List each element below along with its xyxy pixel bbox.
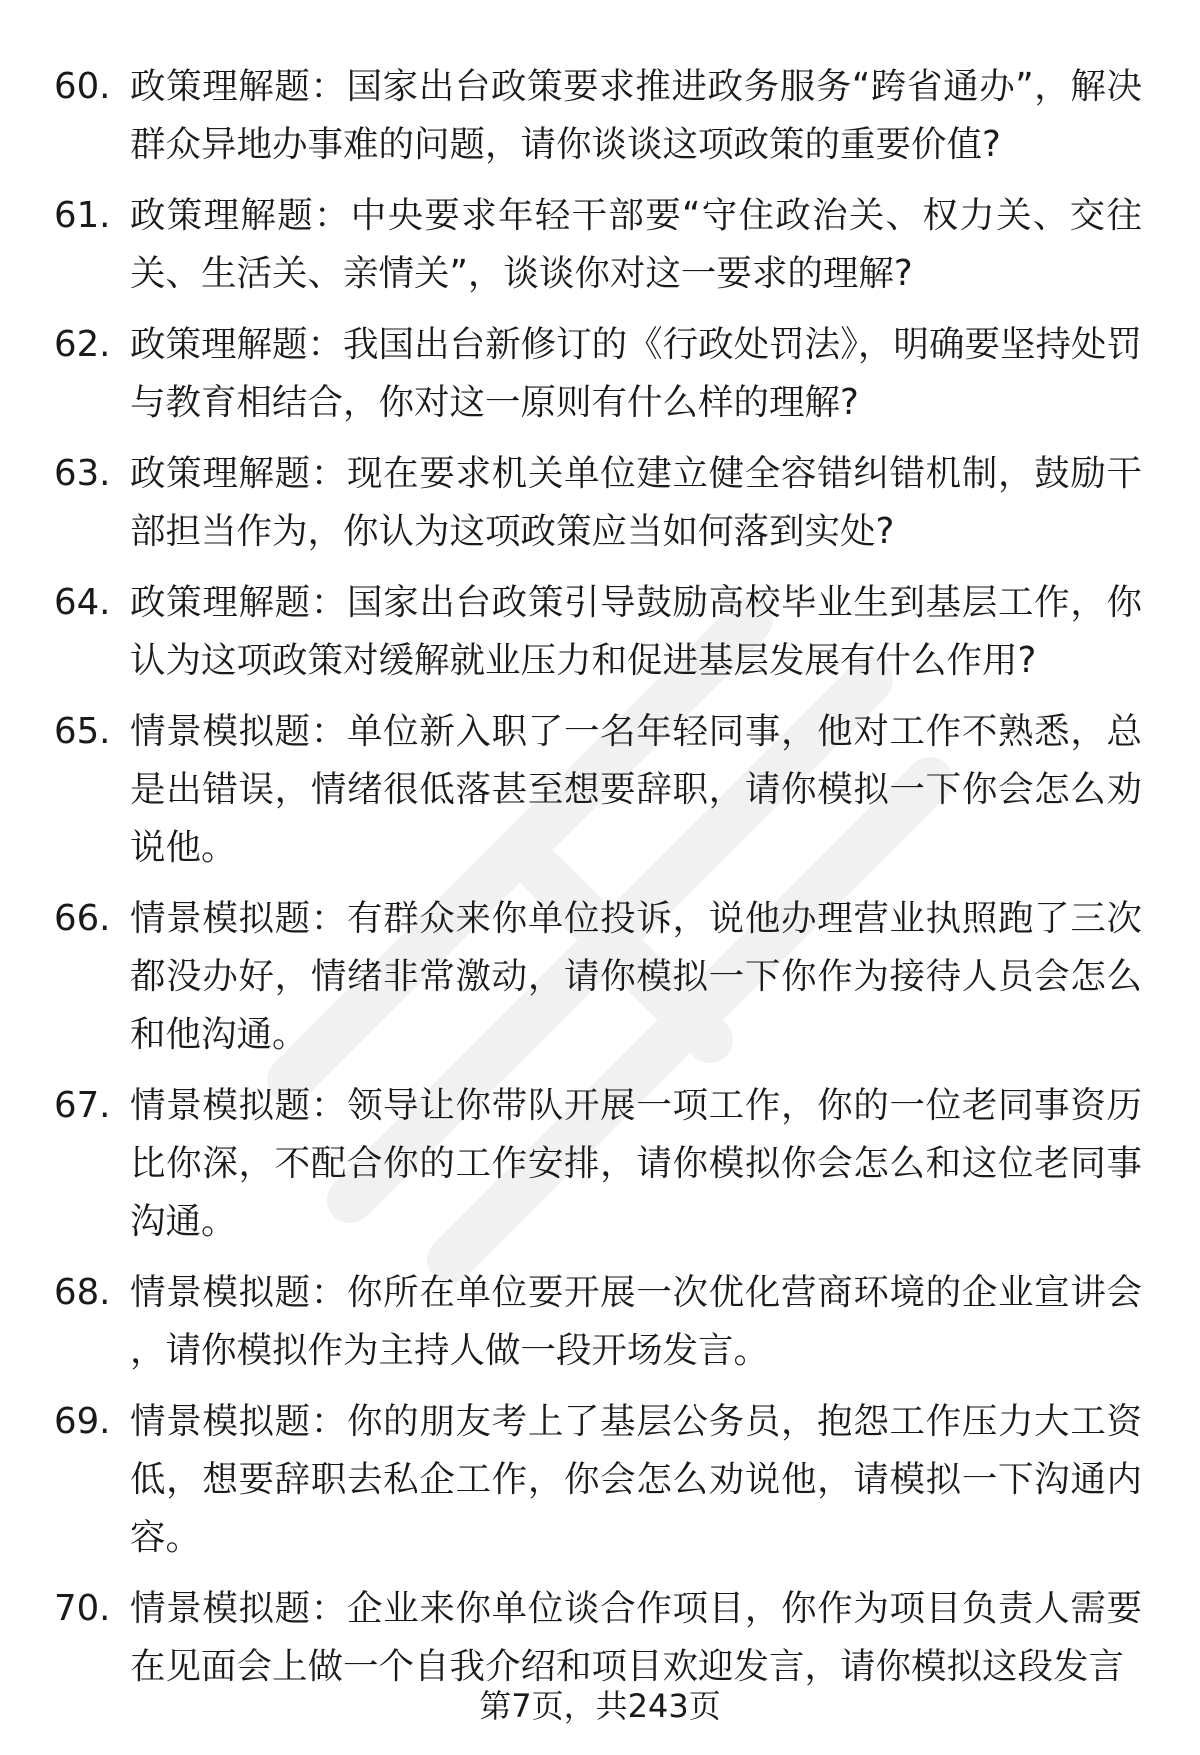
question-item [54,1393,1154,1567]
question-item [54,1580,1154,1696]
question-text: 政策理解题：中央要求年轻干部要“守住政治关、权力关、交往关、生活关、亲情关”，谈谈你对这一要求的理解? [130,195,1142,294]
question-item [54,58,1154,174]
question-item [54,703,1154,877]
question-item [54,890,1154,1064]
question-number: 68. [54,1272,111,1313]
question-text: 情景模拟题：你所在单位要开展一次优化营商环境的企业宣讲会，请你模拟作为主持人做一段开场发言。 [130,1272,1142,1371]
question-item [54,574,1154,690]
question-number: 67. [54,1085,111,1126]
question-item [54,445,1154,561]
question-number: 69. [54,1401,111,1442]
question-text: 政策理解题：国家出台政策要求推进政务服务“跨省通办”，解决群众异地办事难的问题，请你谈谈这项政策的重要价值? [130,66,1142,165]
question-item [54,316,1154,432]
question-text: 情景模拟题：领导让你带队开展一项工作，你的一位老同事资历比你深，不配合你的工作安排，请你模拟你会怎么和这位老同事沟通。 [130,1085,1142,1242]
question-number: 70. [54,1588,111,1629]
question-number: 65. [54,711,111,752]
question-number: 64. [54,582,111,623]
question-number: 63. [54,453,111,494]
question-text: 情景模拟题：有群众来你单位投诉，说他办理营业执照跑了三次都没办好，情绪非常激动，请你模拟一下你作为接待人员会怎么和他沟通。 [130,898,1142,1055]
question-text: 情景模拟题：企业来你单位谈合作项目，你作为项目负责人需要在见面会上做一个自我介绍和项目欢迎发言，请你模拟这段发言 [130,1588,1142,1687]
question-number: 62. [54,324,111,365]
question-number: 60. [54,66,111,107]
question-text: 情景模拟题：单位新入职了一名年轻同事，他对工作不熟悉，总是出错误，情绪很低落甚至想要辞职，请你模拟一下你会怎么劝说他。 [130,711,1142,868]
question-text: 政策理解题：国家出台政策引导鼓励高校毕业生到基层工作，你认为这项政策对缓解就业压力和促进基层发展有什么作用? [130,582,1142,681]
question-item [54,187,1154,303]
question-item [54,1077,1154,1251]
question-item [54,1264,1154,1380]
question-text: 政策理解题：我国出台新修订的《行政处罚法》，明确要坚持处罚与教育相结合，你对这一原则有什么样的理解? [130,324,1142,423]
question-number: 61. [54,195,111,236]
question-list [54,58,1154,1696]
page-number-footer: 第7页，共243页 [479,1687,721,1725]
question-text: 政策理解题：现在要求机关单位建立健全容错纠错机制，鼓励干部担当作为，你认为这项政策应当如何落到实处? [130,453,1142,552]
question-text: 情景模拟题：你的朋友考上了基层公务员，抱怨工作压力大工资低，想要辞职去私企工作，你会怎么劝说他，请模拟一下沟通内容。 [130,1401,1142,1558]
question-number: 66. [54,898,111,939]
